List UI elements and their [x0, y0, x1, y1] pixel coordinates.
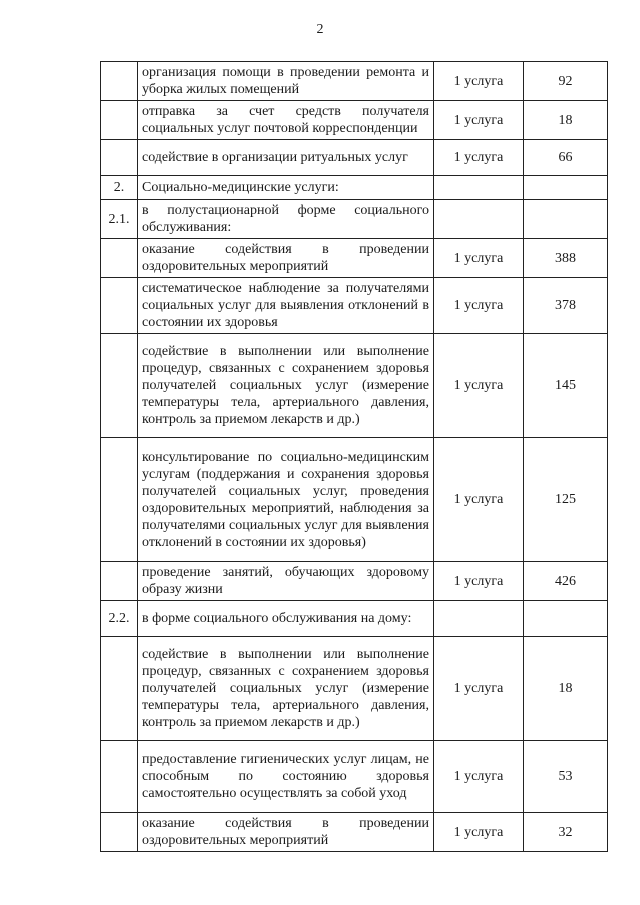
- service-name: проведение занятий, обучающих здоровому образу жизни: [138, 562, 434, 601]
- subsection-title: в форме социального обслуживания на дому:: [138, 601, 434, 637]
- service-value: 32: [524, 813, 608, 852]
- service-unit: 1 услуга: [434, 101, 524, 140]
- row-number: 2.: [101, 176, 138, 200]
- table-row: [101, 813, 608, 852]
- subsection-title: в полустационарной форме социального обслуживания:: [138, 200, 434, 239]
- service-unit: 1 услуга: [434, 334, 524, 438]
- service-value: 125: [524, 438, 608, 562]
- service-name: содействие в выполнении или выполнение процедур, связанных с сохранением здоровья получателей социальных услуг (измерение температуры тела, артериального давления, контроль за приемом лекарств и др.): [138, 637, 434, 741]
- service-name: систематическое наблюдение за получателями социальных услуг для выявления отклонений в состоянии их здоровья: [138, 278, 434, 334]
- table-row: [101, 637, 608, 741]
- service-value: [524, 601, 608, 637]
- service-unit: 1 услуга: [434, 562, 524, 601]
- service-name: оказание содействия в проведении оздоровительных мероприятий: [138, 813, 434, 852]
- row-number: [101, 140, 138, 176]
- table-row: [101, 239, 608, 278]
- service-unit: [434, 176, 524, 200]
- service-unit: 1 услуга: [434, 637, 524, 741]
- table-row: [101, 278, 608, 334]
- service-unit: 1 услуга: [434, 140, 524, 176]
- row-number: [101, 741, 138, 813]
- page-number: 2: [316, 22, 324, 37]
- service-value: 66: [524, 140, 608, 176]
- row-number: 2.2.: [101, 601, 138, 637]
- service-name: содействие в выполнении или выполнение процедур, связанных с сохранением здоровья получателей социальных услуг (измерение температуры тела, артериального давления, контроль за приемом лекарств и др.): [138, 334, 434, 438]
- service-name: консультирование по социально-медицинским услугам (поддержания и сохранения здоровья получателей социальных услуг, проведения оздоровительных мероприятий, наблюдения за получателями социальных услуг для выявления отклонений в состоянии их здоровья): [138, 438, 434, 562]
- table-row: [101, 140, 608, 176]
- table-row: [101, 200, 608, 239]
- service-value: 53: [524, 741, 608, 813]
- service-unit: 1 услуга: [434, 278, 524, 334]
- service-unit: 1 услуга: [434, 62, 524, 101]
- row-number: [101, 562, 138, 601]
- service-name: организация помощи в проведении ремонта и уборка жилых помещений: [138, 62, 434, 101]
- row-number: [101, 438, 138, 562]
- row-number: 2.1.: [101, 200, 138, 239]
- table-row: [101, 741, 608, 813]
- table-row: [101, 334, 608, 438]
- service-value: 378: [524, 278, 608, 334]
- service-value: [524, 200, 608, 239]
- service-value: 388: [524, 239, 608, 278]
- row-number: [101, 101, 138, 140]
- service-unit: 1 услуга: [434, 813, 524, 852]
- service-name: отправка за счет средств получателя социальных услуг почтовой корреспонденции: [138, 101, 434, 140]
- service-name: предоставление гигиенических услуг лицам, не способным по состоянию здоровья самостоятельно осуществлять за собой уход: [138, 741, 434, 813]
- table-row: [101, 438, 608, 562]
- table-row: [101, 176, 608, 200]
- service-unit: 1 услуга: [434, 741, 524, 813]
- service-unit: [434, 601, 524, 637]
- table-row: [101, 101, 608, 140]
- table-row: [101, 562, 608, 601]
- row-number: [101, 813, 138, 852]
- service-unit: 1 услуга: [434, 239, 524, 278]
- service-value: 18: [524, 637, 608, 741]
- service-unit: [434, 200, 524, 239]
- service-name: оказание содействия в проведении оздоровительных мероприятий: [138, 239, 434, 278]
- service-unit: 1 услуга: [434, 438, 524, 562]
- row-number: [101, 278, 138, 334]
- service-value: [524, 176, 608, 200]
- table-row: [101, 62, 608, 101]
- row-number: [101, 334, 138, 438]
- service-value: 426: [524, 562, 608, 601]
- service-name: содействие в организации ритуальных услуг: [138, 140, 434, 176]
- services-table: [100, 61, 608, 852]
- table-row: [101, 601, 608, 637]
- row-number: [101, 62, 138, 101]
- section-title: Социально-медицинские услуги:: [138, 176, 434, 200]
- service-value: 18: [524, 101, 608, 140]
- row-number: [101, 637, 138, 741]
- row-number: [101, 239, 138, 278]
- service-value: 145: [524, 334, 608, 438]
- service-value: 92: [524, 62, 608, 101]
